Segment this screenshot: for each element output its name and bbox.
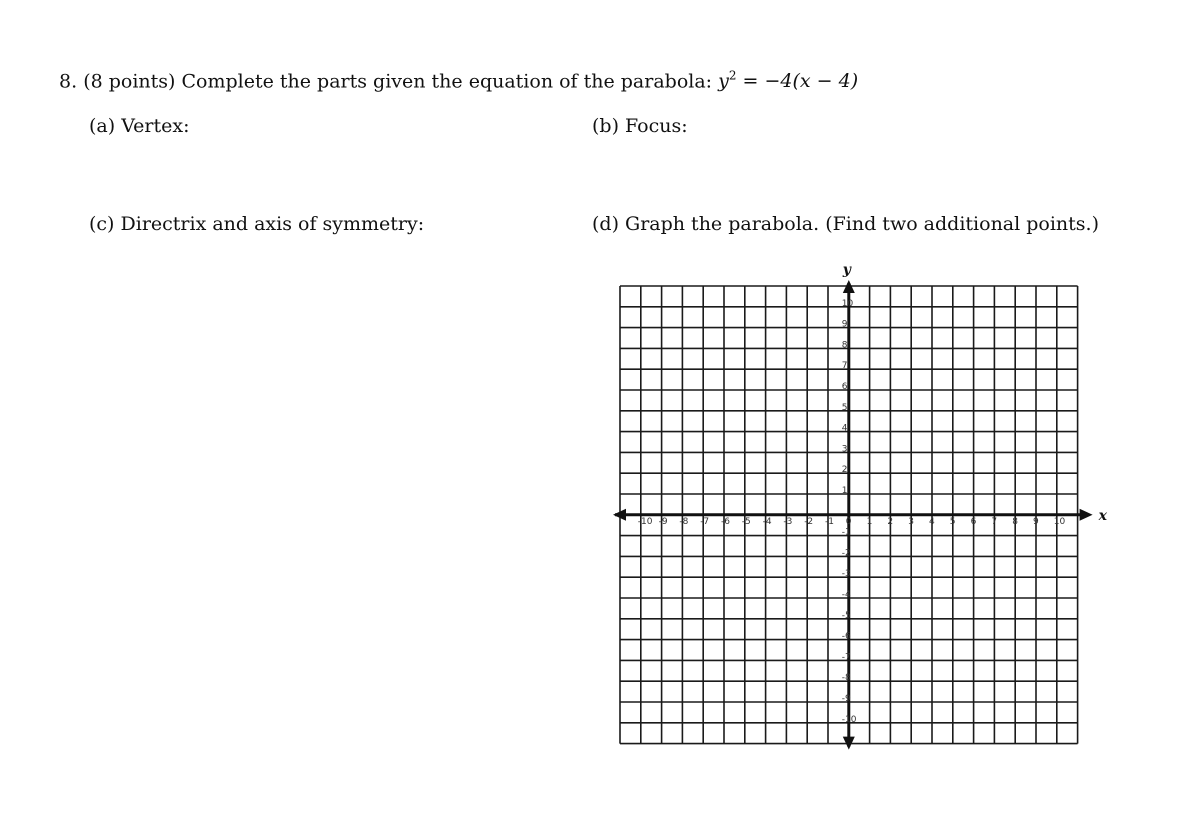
- equation-rhs: = −4(x − 4): [742, 70, 859, 93]
- x-axis-label: x: [1098, 507, 1107, 524]
- y-tick-label: 8: [841, 340, 848, 351]
- x-tick-label: 6: [970, 516, 977, 527]
- y-tick-label: 4: [841, 423, 848, 434]
- y-tick-label: -1: [841, 527, 851, 538]
- y-tick-label: 10: [841, 298, 854, 309]
- y-tick-label: -10: [841, 714, 857, 725]
- equation-lhs-exponent: 2: [728, 69, 737, 83]
- x-tick-label: 2: [887, 516, 894, 527]
- y-axis-label: y: [842, 262, 851, 278]
- x-tick-label: -7: [700, 516, 710, 527]
- x-tick-label: 1: [866, 516, 873, 527]
- question-number: 8.: [59, 70, 78, 93]
- x-tick-label: -9: [658, 516, 668, 527]
- x-tick-label: -2: [804, 516, 814, 527]
- x-tick-label: -3: [783, 516, 793, 527]
- x-tick-label: 3: [908, 516, 914, 527]
- y-tick-label: -2: [841, 548, 851, 559]
- y-tick-label: -7: [841, 652, 851, 663]
- x-tick-label: -8: [679, 516, 689, 527]
- x-tick-label: 5: [949, 516, 956, 527]
- x-axis-right-arrow: [1080, 509, 1093, 521]
- y-tick-label: -3: [841, 569, 851, 580]
- y-tick-label: -8: [841, 673, 851, 684]
- x-tick-label: 0: [845, 516, 852, 527]
- y-tick-label: 6: [841, 382, 848, 392]
- part-b-label: (b) Focus:: [592, 115, 688, 137]
- x-tick-label: -1: [825, 516, 834, 527]
- part-c-label: (c) Directrix and axis of symmetry:: [89, 213, 425, 235]
- x-tick-label: -6: [721, 516, 730, 527]
- y-tick-label: -6: [841, 631, 851, 642]
- x-tick-label: 7: [991, 516, 998, 527]
- equation: [718, 70, 858, 92]
- x-tick-label: -5: [741, 516, 751, 527]
- y-tick-label: -9: [841, 694, 851, 704]
- y-tick-label: 3: [841, 444, 848, 455]
- x-tick-label: 4: [929, 516, 935, 527]
- question-points: (8 points): [83, 70, 176, 93]
- y-tick-label: 2: [841, 465, 848, 476]
- x-tick-label: -4: [762, 516, 772, 527]
- question-prompt: Complete the parts given the equation of the parabola:: [181, 70, 713, 93]
- y-tick-label: -5: [841, 610, 851, 621]
- part-a-label: (a) Vertex:: [89, 115, 190, 137]
- question-header: [59, 70, 858, 91]
- y-tick-label: 7: [841, 361, 848, 372]
- part-d-label: (d) Graph the parabola. (Find two additional points.): [592, 213, 1099, 235]
- x-tick-label: 10: [1053, 516, 1066, 527]
- y-tick-label: -4: [841, 590, 851, 600]
- x-tick-label: 9: [1033, 516, 1039, 527]
- x-tick-label: -10: [637, 516, 653, 527]
- coordinate-grid[interactable]: [605, 258, 1105, 758]
- grid-svg[interactable]: [605, 258, 1105, 758]
- y-tick-label: 9: [841, 319, 848, 330]
- x-tick-label: 8: [1012, 516, 1018, 527]
- y-tick-label: 5: [841, 402, 848, 413]
- y-tick-label: 1: [841, 486, 848, 496]
- equation-lhs-base: y: [718, 70, 729, 93]
